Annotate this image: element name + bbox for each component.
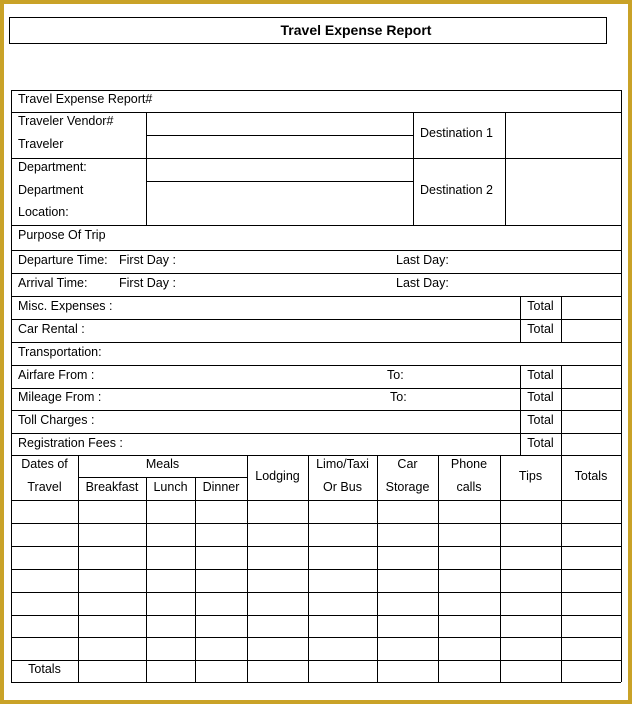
expense-cell[interactable]	[79, 501, 146, 523]
departure-last-day-label: Last Day:	[396, 253, 449, 267]
expense-cell[interactable]	[501, 570, 561, 592]
rule-line	[413, 112, 414, 225]
expense-cell[interactable]	[12, 501, 78, 523]
expense-cell[interactable]	[501, 616, 561, 637]
expense-cell[interactable]	[147, 570, 195, 592]
expense-cell[interactable]	[79, 616, 146, 637]
limo-taxi-header: Limo/Taxi	[316, 457, 369, 471]
expense-cell[interactable]	[309, 638, 377, 660]
expense-cell[interactable]	[562, 547, 621, 569]
meals-header: Meals	[145, 457, 180, 471]
department-location-label: Location:	[18, 205, 69, 219]
expense-cell[interactable]	[248, 547, 308, 569]
expense-cell[interactable]	[439, 570, 500, 592]
purpose-of-trip-field[interactable]	[104, 226, 620, 249]
total-label: Total	[527, 413, 554, 427]
phone-calls-header: Phone	[450, 457, 488, 471]
expense-cell[interactable]	[147, 547, 195, 569]
expense-cell[interactable]	[248, 661, 308, 682]
rule-line	[621, 90, 622, 682]
expense-cell[interactable]	[147, 593, 195, 615]
expense-cell[interactable]	[147, 616, 195, 637]
expense-cell[interactable]	[501, 593, 561, 615]
department-location-label: Department	[18, 183, 84, 197]
expense-cell[interactable]	[562, 593, 621, 615]
airfare-to-label: To:	[387, 368, 404, 382]
expense-cell[interactable]	[196, 524, 247, 546]
rule-line	[11, 410, 621, 411]
destination-1-field[interactable]	[506, 113, 620, 157]
total-label: Total	[527, 299, 554, 313]
airfare-from-label: Airfare From :	[18, 368, 95, 382]
expense-cell[interactable]	[12, 547, 78, 569]
expense-cell[interactable]	[501, 661, 561, 682]
car-rental-label: Car Rental :	[18, 322, 85, 336]
expense-cell[interactable]	[147, 501, 195, 523]
expense-cell[interactable]	[378, 616, 438, 637]
destination-2-label: Destination 2	[420, 183, 493, 197]
expense-cell[interactable]	[439, 501, 500, 523]
expense-cell[interactable]	[196, 638, 247, 660]
expense-cell[interactable]	[562, 638, 621, 660]
rule-line	[11, 388, 621, 389]
rule-line	[11, 682, 621, 683]
rule-line	[11, 365, 621, 366]
total-label: Total	[527, 390, 554, 404]
expense-cell[interactable]	[12, 638, 78, 660]
departure-time-label: Departure Time:	[18, 253, 108, 267]
departure-first-day-label: First Day :	[119, 253, 176, 267]
expense-cell[interactable]	[79, 570, 146, 592]
expense-cell[interactable]	[378, 661, 438, 682]
expense-cell[interactable]	[12, 616, 78, 637]
expense-cell[interactable]	[196, 593, 247, 615]
expense-cell[interactable]	[309, 547, 377, 569]
expense-cell[interactable]	[378, 570, 438, 592]
traveler-vendor-field[interactable]	[147, 113, 412, 134]
expense-cell[interactable]	[439, 524, 500, 546]
expense-cell[interactable]	[196, 547, 247, 569]
toll-charges-total-field[interactable]	[562, 411, 620, 433]
rule-line	[11, 250, 621, 251]
expense-cell[interactable]	[79, 547, 146, 569]
expense-cell[interactable]	[378, 524, 438, 546]
expense-cell[interactable]	[12, 570, 78, 592]
expense-cell[interactable]	[378, 638, 438, 660]
mileage-to-label: To:	[390, 390, 407, 404]
total-label: Total	[527, 368, 554, 382]
expense-cell[interactable]	[196, 570, 247, 592]
traveler-label: Traveler	[18, 137, 64, 151]
expense-cell[interactable]	[501, 547, 561, 569]
expense-cell[interactable]	[79, 593, 146, 615]
mileage-from-label: Mileage From :	[18, 390, 102, 404]
phone-calls-header: calls	[456, 480, 482, 494]
expense-form	[4, 4, 628, 700]
tips-header: Tips	[518, 469, 543, 483]
total-label: Total	[527, 322, 554, 336]
car-storage-header: Car	[397, 457, 418, 471]
expense-cell[interactable]	[248, 616, 308, 637]
registration-fees-total-field[interactable]	[562, 433, 620, 455]
expense-cell[interactable]	[562, 616, 621, 637]
expense-cell[interactable]	[12, 524, 78, 546]
rule-line	[11, 455, 621, 456]
arrival-time-label: Arrival Time:	[18, 276, 88, 290]
expense-cell[interactable]	[147, 524, 195, 546]
mileage-total-field[interactable]	[562, 388, 620, 410]
traveler-field[interactable]	[147, 136, 412, 157]
rule-line	[11, 90, 621, 91]
expense-cell[interactable]	[309, 593, 377, 615]
arrival-first-day-label: First Day :	[119, 276, 176, 290]
total-label: Total	[527, 436, 554, 450]
purpose-of-trip-label: Purpose Of Trip	[18, 228, 106, 242]
traveler-vendor-label: Traveler Vendor#	[18, 114, 114, 128]
registration-fees-label: Registration Fees :	[18, 436, 123, 450]
rule-line	[11, 319, 621, 320]
expense-cell[interactable]	[12, 593, 78, 615]
expense-cell[interactable]	[439, 661, 500, 682]
toll-charges-label: Toll Charges :	[18, 413, 95, 427]
dinner-header: Dinner	[202, 480, 240, 494]
expense-cell[interactable]	[196, 616, 247, 637]
expense-cell[interactable]	[378, 593, 438, 615]
expense-cell[interactable]	[248, 524, 308, 546]
destination-2-field[interactable]	[506, 159, 620, 224]
form-page	[4, 4, 628, 700]
misc-expenses-label: Misc. Expenses :	[18, 299, 113, 313]
lunch-header: Lunch	[153, 480, 188, 494]
limo-taxi-header: Or Bus	[323, 480, 362, 494]
expense-cell[interactable]	[147, 661, 195, 682]
expense-cell[interactable]	[439, 547, 500, 569]
totals-row-label: Totals	[28, 662, 61, 676]
misc-expenses-total-field[interactable]	[562, 297, 620, 319]
expense-cell[interactable]	[248, 638, 308, 660]
expense-cell[interactable]	[309, 501, 377, 523]
car-storage-header: Storage	[385, 480, 430, 494]
expense-cell[interactable]	[248, 593, 308, 615]
expense-cell[interactable]	[147, 638, 195, 660]
dates-of-travel-header: Dates of	[21, 457, 68, 471]
rule-line	[11, 342, 621, 343]
expense-cell[interactable]	[378, 547, 438, 569]
expense-cell[interactable]	[309, 570, 377, 592]
transportation-label: Transportation:	[18, 345, 102, 359]
expense-cell[interactable]	[196, 661, 247, 682]
expense-cell[interactable]	[439, 638, 500, 660]
expense-cell[interactable]	[309, 524, 377, 546]
expense-cell[interactable]	[501, 524, 561, 546]
car-rental-total-field[interactable]	[562, 320, 620, 342]
rule-line	[11, 273, 621, 274]
expense-cell[interactable]	[562, 570, 621, 592]
airfare-total-field[interactable]	[562, 366, 620, 388]
expense-cell[interactable]	[79, 661, 146, 682]
expense-cell[interactable]	[501, 638, 561, 660]
dates-of-travel-header: Travel	[27, 480, 62, 494]
destination-1-label: Destination 1	[420, 126, 493, 140]
expense-cell[interactable]	[248, 501, 308, 523]
expense-cell[interactable]	[79, 638, 146, 660]
expense-cell[interactable]	[439, 616, 500, 637]
document-title: Travel Expense Report	[280, 22, 432, 38]
expense-cell[interactable]	[562, 524, 621, 546]
expense-cell[interactable]	[562, 661, 621, 682]
rule-line	[78, 477, 247, 478]
expense-cell[interactable]	[501, 501, 561, 523]
expense-cell[interactable]	[439, 593, 500, 615]
expense-cell[interactable]	[248, 570, 308, 592]
department-label: Department:	[18, 160, 87, 174]
lodging-header: Lodging	[255, 469, 300, 483]
report-number-label: Travel Expense Report#	[18, 92, 153, 106]
rule-line	[11, 296, 621, 297]
expense-cell[interactable]	[309, 616, 377, 637]
expense-cell[interactable]	[196, 501, 247, 523]
totals-header: Totals	[574, 469, 608, 483]
breakfast-header: Breakfast	[85, 480, 139, 494]
expense-cell[interactable]	[562, 501, 621, 523]
department-location-field[interactable]	[147, 182, 412, 224]
expense-cell[interactable]	[378, 501, 438, 523]
department-field[interactable]	[147, 159, 412, 180]
rule-line	[11, 433, 621, 434]
expense-cell[interactable]	[309, 661, 377, 682]
expense-cell[interactable]	[79, 524, 146, 546]
arrival-last-day-label: Last Day:	[396, 276, 449, 290]
